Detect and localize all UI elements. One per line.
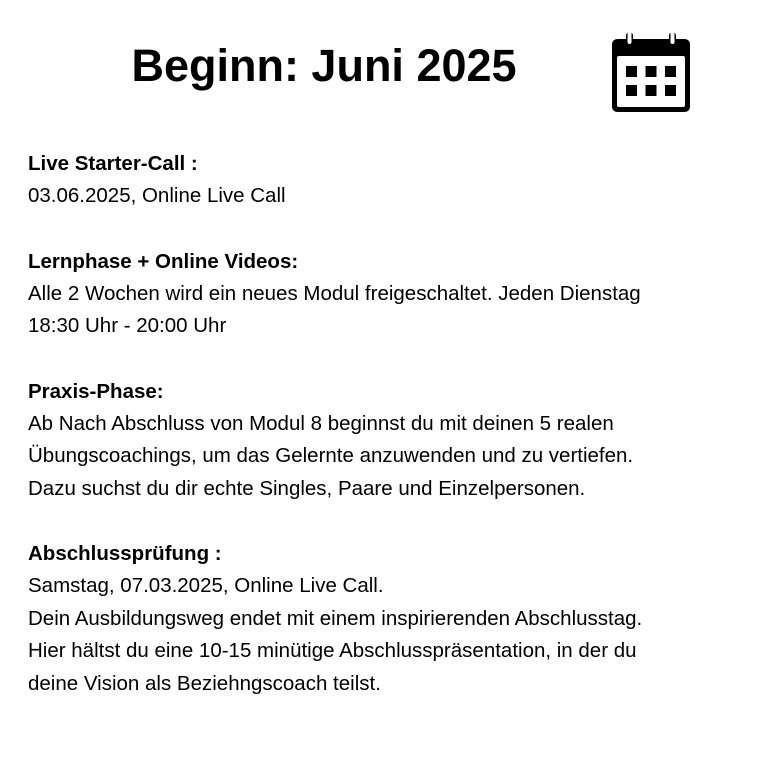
section-practice-phase xyxy=(28,376,748,506)
section-text: deine Vision als Beziehngscoach teilst. xyxy=(28,671,381,695)
section-text: Dazu suchst du dir echte Singles, Paare und Einzelpersonen. xyxy=(28,476,586,500)
section-text: Hier hältst du eine 10-15 minütige Abschlusspräsentation, in der du xyxy=(28,639,637,662)
section-text: Alle 2 Wochen wird ein neues Modul freigeschaltet. Jeden Dienstag xyxy=(28,281,641,305)
schedule-content xyxy=(28,148,748,733)
section-text: Dein Ausbildungsweg endet mit einem inspirierenden Abschlusstag. xyxy=(28,606,643,630)
section-final-exam xyxy=(28,538,748,700)
section-starter-call xyxy=(28,148,748,213)
section-heading: Praxis-Phase: xyxy=(28,379,164,403)
section-text: Ab Nach Abschluss von Modul 8 beginnst du mit deinen 5 realen xyxy=(28,411,614,435)
section-text: Übungscoachings, um das Gelernte anzuwenden und zu vertiefen. xyxy=(28,444,634,467)
section-text: 18:30 Uhr - 20:00 Uhr xyxy=(28,314,227,337)
calendar-icon xyxy=(608,28,694,114)
section-heading: Live Starter-Call : xyxy=(28,152,198,175)
page-title: Beginn: Juni 2025 xyxy=(131,40,517,91)
section-learning-phase xyxy=(28,246,748,343)
section-text: Samstag, 07.03.2025, Online Live Call. xyxy=(28,574,384,597)
section-heading: Lernphase + Online Videos: xyxy=(28,249,299,273)
section-heading: Abschlussprüfung : xyxy=(28,542,222,565)
section-text: 03.06.2025, Online Live Call xyxy=(28,184,286,207)
